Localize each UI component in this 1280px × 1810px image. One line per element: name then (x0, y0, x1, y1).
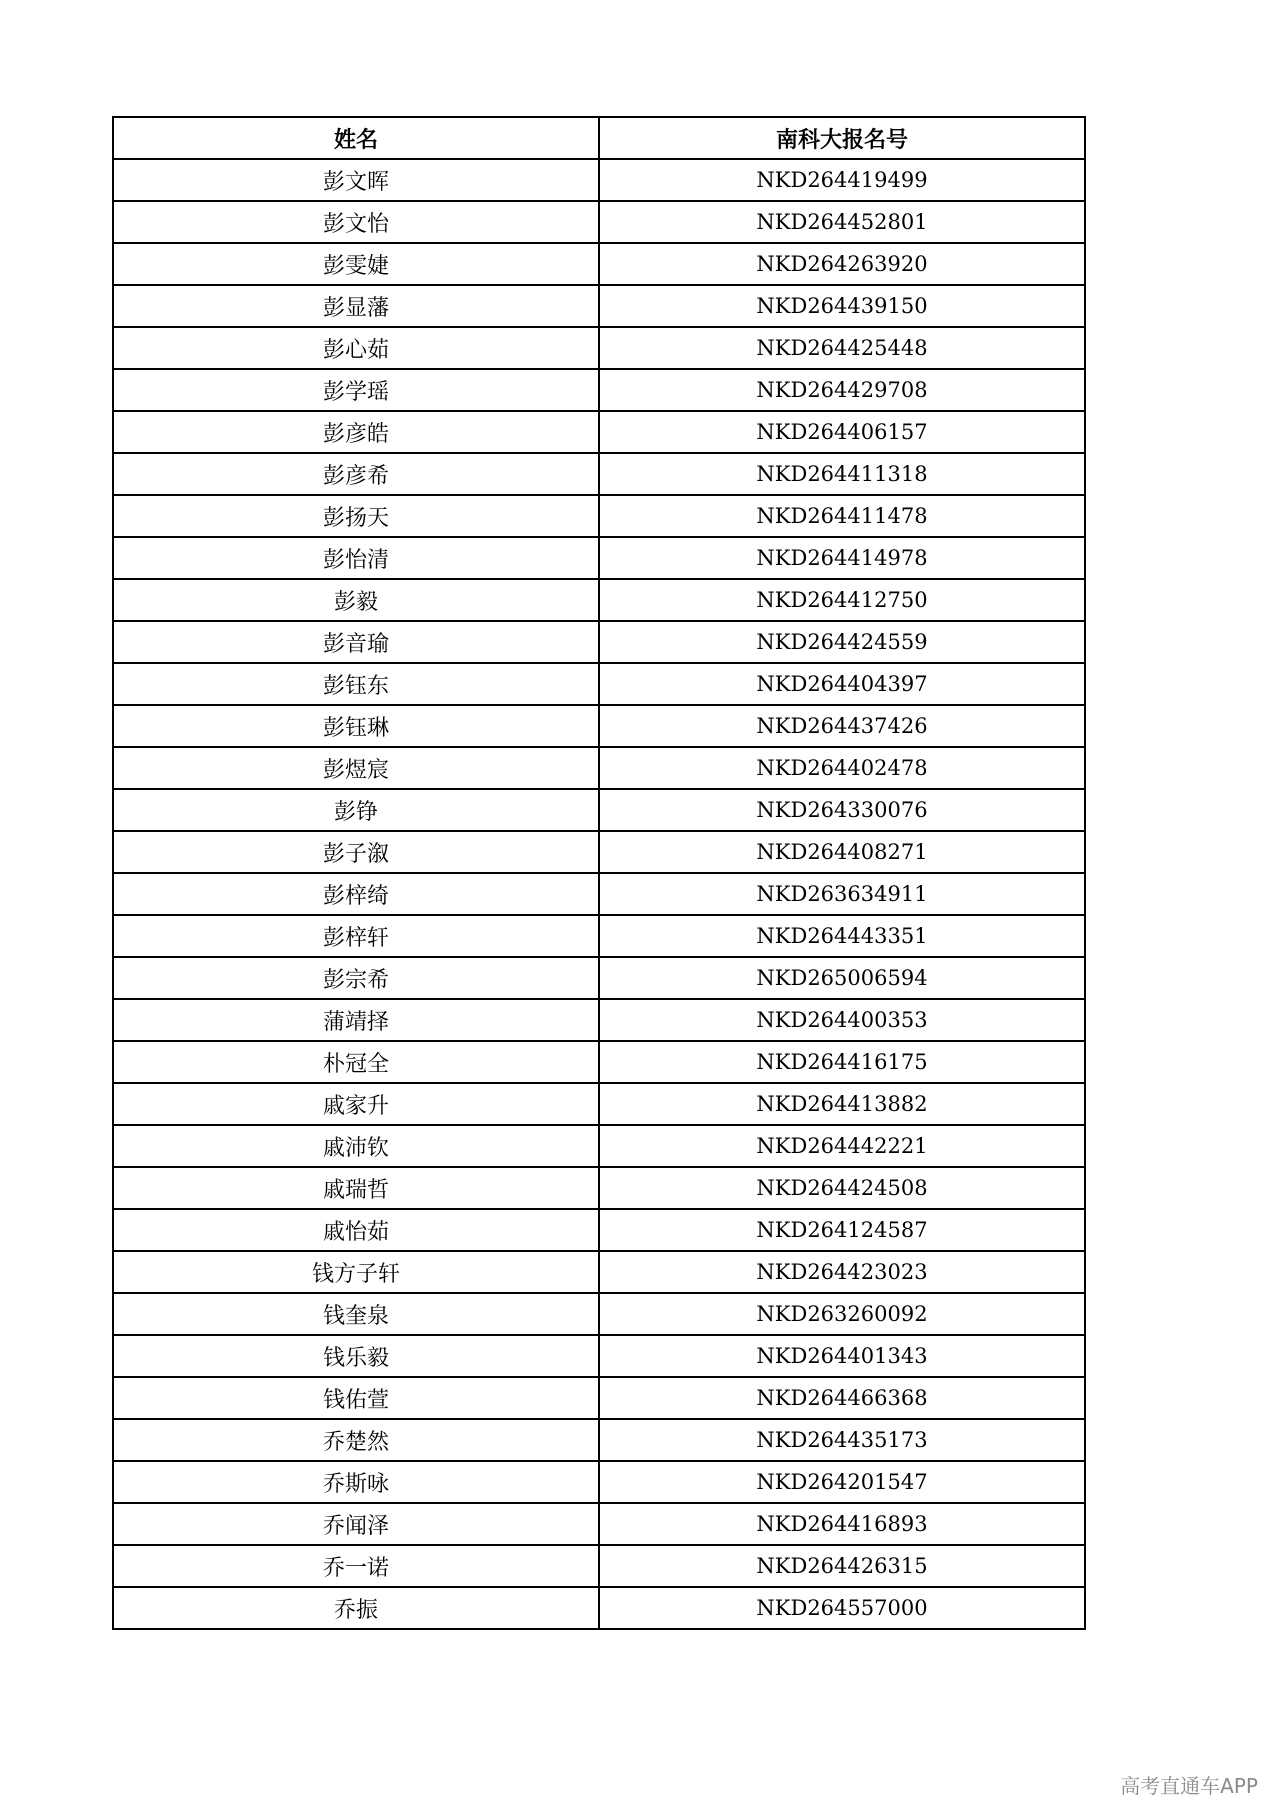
table-row (113, 1041, 1085, 1083)
cell-name: 彭梓绮 (113, 873, 599, 915)
cell-registration-number: NKD264419499 (599, 159, 1085, 201)
cell-registration-number: NKD264425448 (599, 327, 1085, 369)
cell-name: 彭扬天 (113, 495, 599, 537)
cell-registration-number: NKD264414978 (599, 537, 1085, 579)
table-row (113, 789, 1085, 831)
cell-name: 彭毅 (113, 579, 599, 621)
cell-registration-number: NKD265006594 (599, 957, 1085, 999)
table-row (113, 705, 1085, 747)
table-row (113, 621, 1085, 663)
cell-registration-number: NKD264408271 (599, 831, 1085, 873)
cell-registration-number: NKD264124587 (599, 1209, 1085, 1251)
table-row (113, 285, 1085, 327)
cell-name: 戚沛钦 (113, 1125, 599, 1167)
cell-registration-number: NKD264411318 (599, 453, 1085, 495)
table-row (113, 1167, 1085, 1209)
cell-registration-number: NKD264411478 (599, 495, 1085, 537)
cell-registration-number: NKD264413882 (599, 1083, 1085, 1125)
cell-name: 彭钰东 (113, 663, 599, 705)
cell-registration-number: NKD264401343 (599, 1335, 1085, 1377)
cell-name: 乔斯咏 (113, 1461, 599, 1503)
cell-registration-number: NKD264423023 (599, 1251, 1085, 1293)
watermark-text: 高考直通车APP (1120, 1774, 1258, 1798)
cell-name: 乔楚然 (113, 1419, 599, 1461)
cell-name: 钱乐毅 (113, 1335, 599, 1377)
applicant-table (112, 116, 1086, 1630)
table-row (113, 327, 1085, 369)
cell-registration-number: NKD264416175 (599, 1041, 1085, 1083)
cell-name: 彭铮 (113, 789, 599, 831)
table-row (113, 1419, 1085, 1461)
table-row (113, 579, 1085, 621)
cell-registration-number: NKD264416893 (599, 1503, 1085, 1545)
cell-registration-number: NKD264424559 (599, 621, 1085, 663)
table-row (113, 1587, 1085, 1629)
table-row (113, 159, 1085, 201)
header-registration-number: 南科大报名号 (599, 117, 1085, 159)
cell-name: 钱奎泉 (113, 1293, 599, 1335)
table-row (113, 747, 1085, 789)
table-row (113, 1293, 1085, 1335)
cell-name: 彭钰琳 (113, 705, 599, 747)
table-row (113, 495, 1085, 537)
cell-registration-number: NKD264435173 (599, 1419, 1085, 1461)
table-row (113, 453, 1085, 495)
cell-name: 彭宗希 (113, 957, 599, 999)
cell-name: 钱方子轩 (113, 1251, 599, 1293)
cell-name: 彭学瑶 (113, 369, 599, 411)
cell-registration-number: NKD263260092 (599, 1293, 1085, 1335)
table-row (113, 957, 1085, 999)
table-body (113, 159, 1085, 1629)
cell-registration-number: NKD264466368 (599, 1377, 1085, 1419)
cell-registration-number: NKD264442221 (599, 1125, 1085, 1167)
table-row (113, 1251, 1085, 1293)
table-row (113, 1461, 1085, 1503)
cell-registration-number: NKD264201547 (599, 1461, 1085, 1503)
cell-registration-number: NKD264437426 (599, 705, 1085, 747)
cell-name: 乔闻泽 (113, 1503, 599, 1545)
cell-name: 彭心茹 (113, 327, 599, 369)
cell-registration-number: NKD264406157 (599, 411, 1085, 453)
table-row (113, 411, 1085, 453)
cell-name: 戚家升 (113, 1083, 599, 1125)
table-row (113, 243, 1085, 285)
cell-name: 彭文怡 (113, 201, 599, 243)
cell-name: 蒲靖择 (113, 999, 599, 1041)
cell-name: 彭雯婕 (113, 243, 599, 285)
cell-name: 彭梓轩 (113, 915, 599, 957)
table-row (113, 831, 1085, 873)
table-row (113, 1503, 1085, 1545)
table-row (113, 1335, 1085, 1377)
cell-name: 戚瑞哲 (113, 1167, 599, 1209)
table-row (113, 1377, 1085, 1419)
cell-registration-number: NKD264330076 (599, 789, 1085, 831)
cell-registration-number: NKD264557000 (599, 1587, 1085, 1629)
cell-registration-number: NKD264426315 (599, 1545, 1085, 1587)
cell-registration-number: NKD264452801 (599, 201, 1085, 243)
cell-registration-number: NKD264402478 (599, 747, 1085, 789)
table-row (113, 873, 1085, 915)
cell-registration-number: NKD263634911 (599, 873, 1085, 915)
cell-name: 彭怡清 (113, 537, 599, 579)
cell-name: 彭子溆 (113, 831, 599, 873)
cell-registration-number: NKD264400353 (599, 999, 1085, 1041)
table-row (113, 1209, 1085, 1251)
header-name: 姓名 (113, 117, 599, 159)
cell-name: 朴冠全 (113, 1041, 599, 1083)
table-row (113, 369, 1085, 411)
table-row (113, 1125, 1085, 1167)
cell-registration-number: NKD264443351 (599, 915, 1085, 957)
cell-name: 彭显藩 (113, 285, 599, 327)
cell-registration-number: NKD264424508 (599, 1167, 1085, 1209)
cell-registration-number: NKD264439150 (599, 285, 1085, 327)
cell-name: 钱佑萱 (113, 1377, 599, 1419)
table-row (113, 537, 1085, 579)
cell-name: 乔振 (113, 1587, 599, 1629)
table-row (113, 1545, 1085, 1587)
table-row (113, 1083, 1085, 1125)
cell-registration-number: NKD264429708 (599, 369, 1085, 411)
cell-name: 乔一诺 (113, 1545, 599, 1587)
table-row (113, 663, 1085, 705)
table-row (113, 915, 1085, 957)
cell-name: 彭彦希 (113, 453, 599, 495)
table-header-row (113, 117, 1085, 159)
cell-registration-number: NKD264263920 (599, 243, 1085, 285)
cell-name: 戚怡茹 (113, 1209, 599, 1251)
table-row (113, 999, 1085, 1041)
cell-registration-number: NKD264404397 (599, 663, 1085, 705)
cell-name: 彭文晖 (113, 159, 599, 201)
table-row (113, 201, 1085, 243)
cell-name: 彭煜宸 (113, 747, 599, 789)
cell-name: 彭音瑜 (113, 621, 599, 663)
cell-registration-number: NKD264412750 (599, 579, 1085, 621)
cell-name: 彭彦皓 (113, 411, 599, 453)
